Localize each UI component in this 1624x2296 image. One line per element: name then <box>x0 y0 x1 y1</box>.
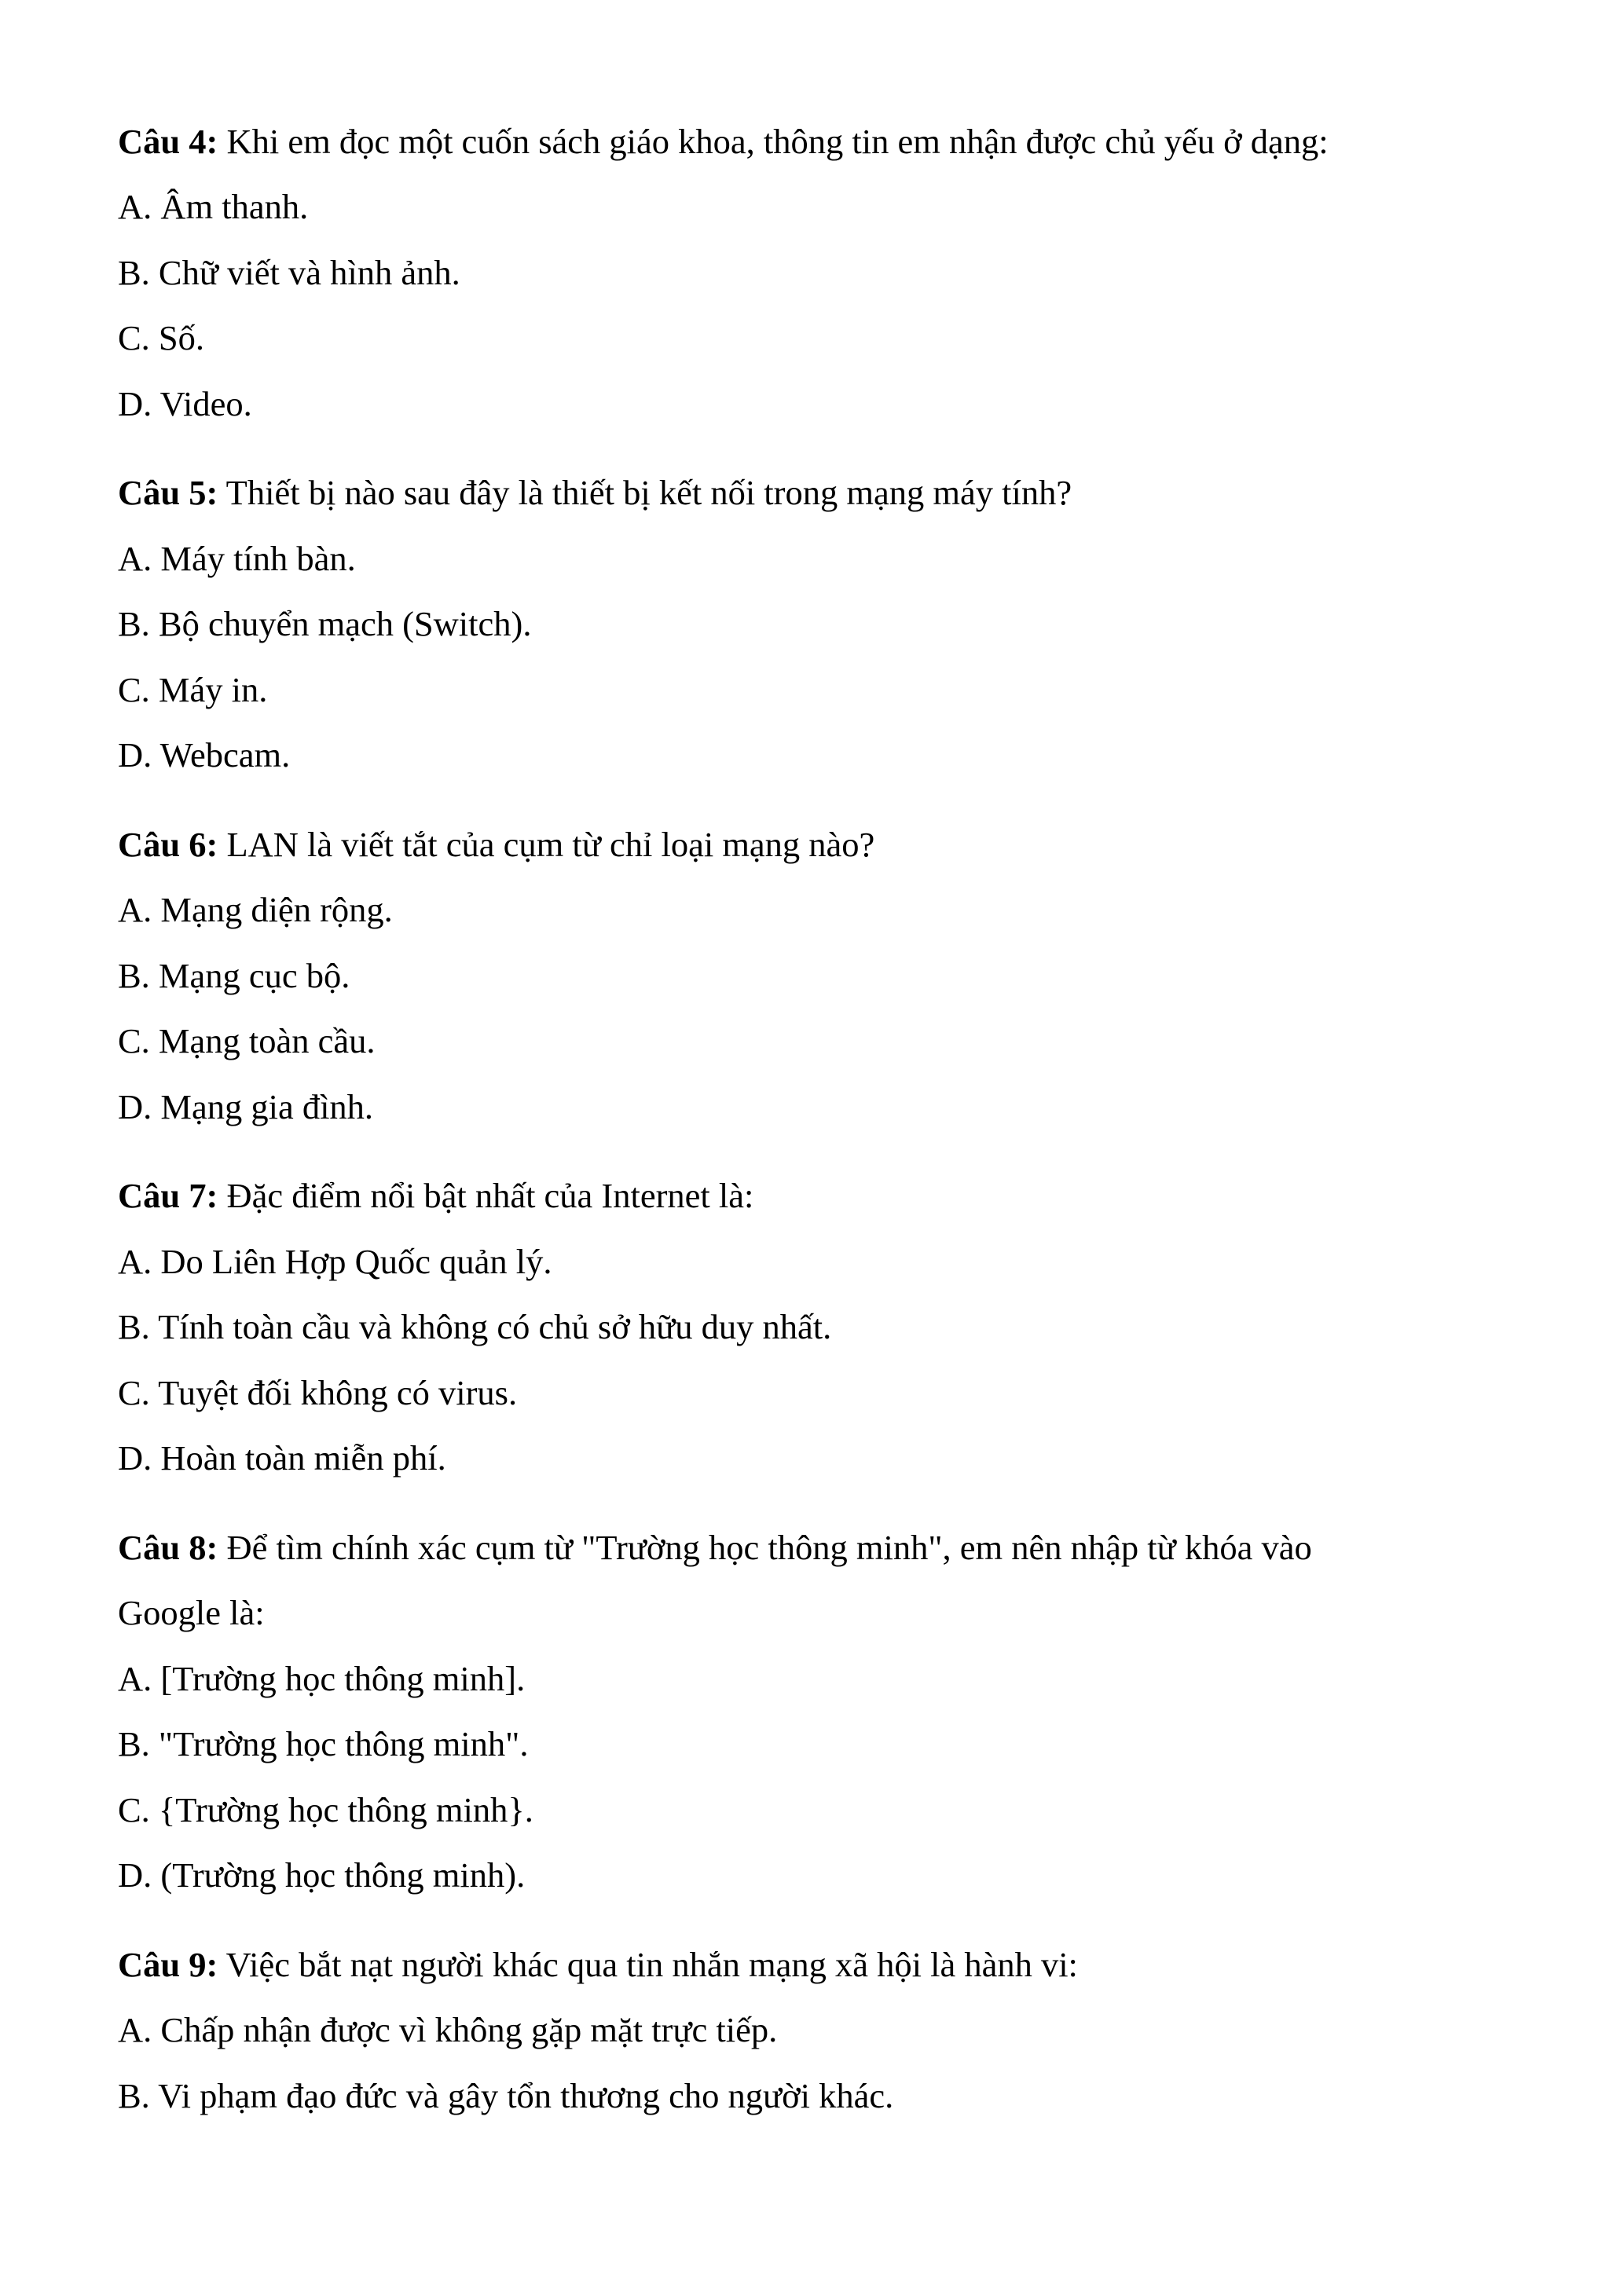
option-a: A. Chấp nhận được vì không gặp mặt trực tiếp. <box>118 2010 778 2049</box>
option-d: D. Video. <box>118 384 252 423</box>
question-text: LAN là viết tắt của cụm từ chỉ loại mạng nào? <box>218 825 875 864</box>
question-text: Đặc điểm nổi bật nhất của Internet là: <box>218 1176 754 1215</box>
option-c: C. Mạng toàn cầu. <box>118 1021 376 1060</box>
option-b: B. Mạng cục bộ. <box>118 956 350 995</box>
question-text: Thiết bị nào sau đây là thiết bị kết nối trong mạng máy tính? <box>218 473 1072 512</box>
option-d: D. Webcam. <box>118 735 291 774</box>
option-a: A. [Trường học thông minh]. <box>118 1659 526 1698</box>
option-b: B. Vi phạm đạo đức và gây tổn thương cho người khác. <box>118 2076 894 2115</box>
option-c: C. Máy in. <box>118 670 268 709</box>
question-9 <box>118 1943 1078 1987</box>
option-b: B. Chữ viết và hình ảnh. <box>118 253 460 292</box>
question-label: Câu 9: <box>118 1945 218 1984</box>
option-a: A. Mạng diện rộng. <box>118 890 393 929</box>
option-d: D. Mạng gia đình. <box>118 1087 374 1126</box>
question-4 <box>118 119 1329 163</box>
option-d: D. Hoàn toàn miễn phí. <box>118 1438 446 1478</box>
question-label: Câu 7: <box>118 1176 218 1215</box>
question-label: Câu 4: <box>118 122 218 161</box>
option-c: C. Tuyệt đối không có virus. <box>118 1373 518 1412</box>
option-d: D. (Trường học thông minh). <box>118 1855 526 1895</box>
question-label: Câu 8: <box>118 1528 218 1567</box>
option-a: A. Do Liên Hợp Quốc quản lý. <box>118 1242 552 1281</box>
option-a: A. Máy tính bàn. <box>118 539 356 578</box>
option-a: A. Âm thanh. <box>118 187 309 226</box>
option-b: B. Tính toàn cầu và không có chủ sở hữu duy nhất. <box>118 1307 832 1346</box>
option-b: B. Bộ chuyển mạch (Switch). <box>118 604 532 643</box>
question-7 <box>118 1174 753 1218</box>
option-b: B. "Trường học thông minh". <box>118 1724 529 1763</box>
question-label: Câu 5: <box>118 473 218 512</box>
question-6 <box>118 822 874 866</box>
question-8 <box>118 1525 1312 1569</box>
question-5 <box>118 471 1072 514</box>
option-c: C. {Trường học thông minh}. <box>118 1790 533 1829</box>
question-text: Để tìm chính xác cụm từ "Trường học thông minh", em nên nhập từ khóa vào <box>218 1528 1312 1567</box>
question-text: Khi em đọc một cuốn sách giáo khoa, thông tin em nhận được chủ yếu ở dạng: <box>218 122 1329 161</box>
question-label: Câu 6: <box>118 825 218 864</box>
question-text: Việc bắt nạt người khác qua tin nhắn mạng xã hội là hành vi: <box>218 1945 1078 1984</box>
option-c: C. Số. <box>118 318 205 357</box>
question-text-continued: Google là: <box>118 1593 265 1632</box>
